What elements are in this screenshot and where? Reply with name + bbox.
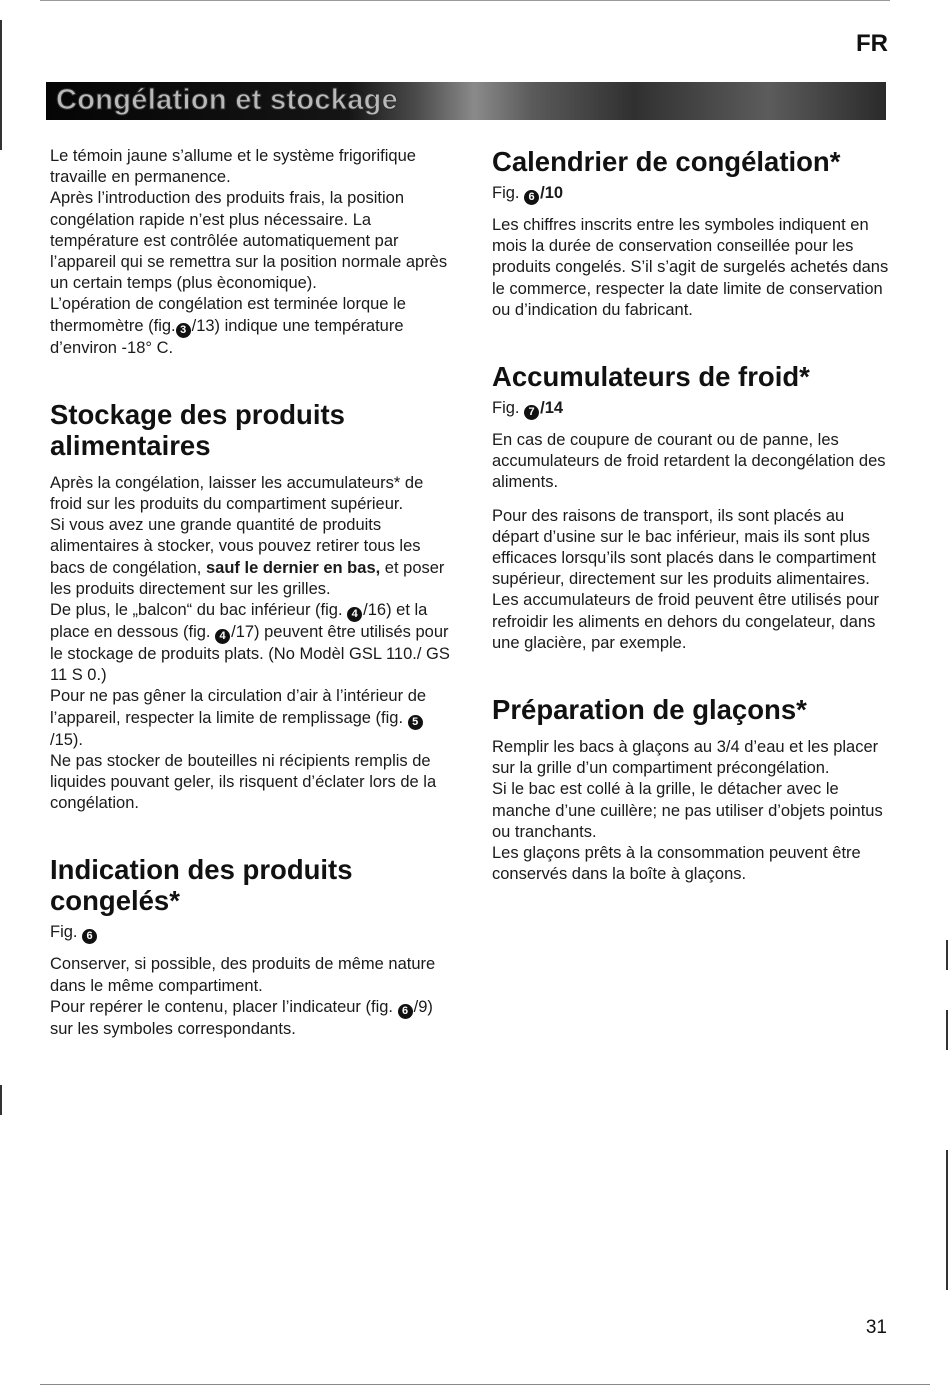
figure-number-icon: 4	[347, 607, 362, 622]
figure-number-icon: 4	[215, 629, 230, 644]
indication-text: Conserver, si possible, des produits de même nature dans le même compartiment. Pour repérer le contenu, placer l’indicateur (fig. 6 /9) sur les symboles correspondants.	[50, 955, 436, 1038]
section-glacons	[492, 694, 892, 885]
section-indication	[50, 854, 450, 1040]
heading-calendrier: Calendrier de congélation*	[492, 146, 841, 177]
section-calendrier	[492, 146, 892, 321]
figure-reference: Fig. 6 /10	[492, 184, 564, 203]
accumulateurs-text-2: Pour des raisons de transport, ils sont placés au départ d’usine sur le bac inférieur, mais ils sont plus efficaces lorsqu’ils sont placés dans le compartiment supérieur, directement sur les produits alimentaires. Les accumulateurs de froid peuvent être utilisés pour refroidir les aliments en dehors du congelateur, dans une glacière, par exemple.	[492, 506, 880, 652]
figure-number-icon: 6	[82, 929, 97, 944]
top-rule	[40, 0, 890, 1]
section-stockage	[50, 399, 450, 815]
bold-emphasis: sauf le dernier en bas,	[205, 558, 381, 577]
heading-indication: Indication des produits congelés*	[50, 854, 353, 917]
intro-paragraph: Le témoin jaune s’allume et le système frigorifique travaille en permanence. Après l’introduction des produits frais, la position congélation rapide n’est plus nécessaire. La température est contrôlée automatiquement par l’appareil qui se remettra sur la position normale après un certain temps (plus èconomique). L’opération de congélation est terminée lorque le thermomètre (fig. 3 /13) indique une température d’environ -18° C.	[50, 147, 448, 357]
section-banner	[46, 82, 886, 120]
scan-mark	[946, 1010, 948, 1050]
figure-number-icon: 3	[176, 323, 191, 338]
section-accumulateurs	[492, 361, 892, 654]
page-number: 31	[865, 1317, 887, 1338]
language-label: FR	[856, 30, 888, 57]
accumulateurs-text-1: En cas de coupure de courant ou de panne, les accumulateurs de froid retardent la decongélation des aliments.	[492, 431, 886, 492]
scan-mark	[946, 1150, 948, 1290]
figure-number-icon: 7	[524, 405, 539, 420]
figure-number-icon: 6	[398, 1004, 413, 1019]
right-column	[492, 146, 892, 897]
stockage-text: Après la congélation, laisser les accumulateurs* de froid sur les produits du compartiment supérieur. Si vous avez une grande quantité de produits alimentaires à stocker, vous pouvez retirer tous les bacs de congélation, sauf le dernier en bas, et poser les produits directement sur les grilles. De plus, le „balcon“ du bac inférieur (fig. 4 /16) et la place en dessous (fig. 4 /17) peuvent être utilisés pour le stockage de produits plats. (No Modèl GSL 110./ GS 11 S 0.) Pour ne pas gêner la circulation d’air à l’intérieur de l’appareil, respecter la limite de remplissage (fig. 5/15). Ne pas stocker de bouteilles ni récipients remplis de liquides pouvant geler, ils risquent d’éclater lors de la congélation.	[50, 473, 450, 813]
scan-mark	[0, 20, 2, 150]
scan-mark	[946, 940, 948, 970]
left-column	[50, 146, 450, 1052]
bottom-rule	[40, 1384, 930, 1385]
figure-reference: Fig. 6	[50, 922, 450, 944]
figure-reference: Fig. 7 /14	[492, 399, 564, 419]
heading-glacons: Préparation de glaçons*	[492, 694, 807, 726]
heading-accumulateurs: Accumulateurs de froid*	[492, 361, 810, 393]
figure-number-icon: 6	[524, 190, 539, 205]
heading-stockage: Stockage des produits alimentaires	[50, 398, 345, 461]
glacons-text: Remplir les bacs à glaçons au 3/4 d’eau et les placer sur la grille d’un compartiment précongélation. Si le bac est collé à la grille, le détacher avec le manche d’une cuillère; ne pas utiliser d’objets pointus ou tranchants. Les glaçons prêts à la consommation peuvent être conservés dans la boîte à glaçons.	[492, 738, 883, 884]
calendrier-text: Les chiffres inscrits entre les symboles indiquent en mois la durée de conservation conseillée pour les produits congelés. S’il s’agit de surgelés achetés dans le commerce, respecter la date limite de conservation ou d’indication du fabricant.	[492, 216, 889, 319]
banner-title: Congélation et stockage	[56, 84, 399, 116]
figure-number-icon: 5	[408, 715, 423, 730]
scan-mark	[0, 1085, 2, 1115]
